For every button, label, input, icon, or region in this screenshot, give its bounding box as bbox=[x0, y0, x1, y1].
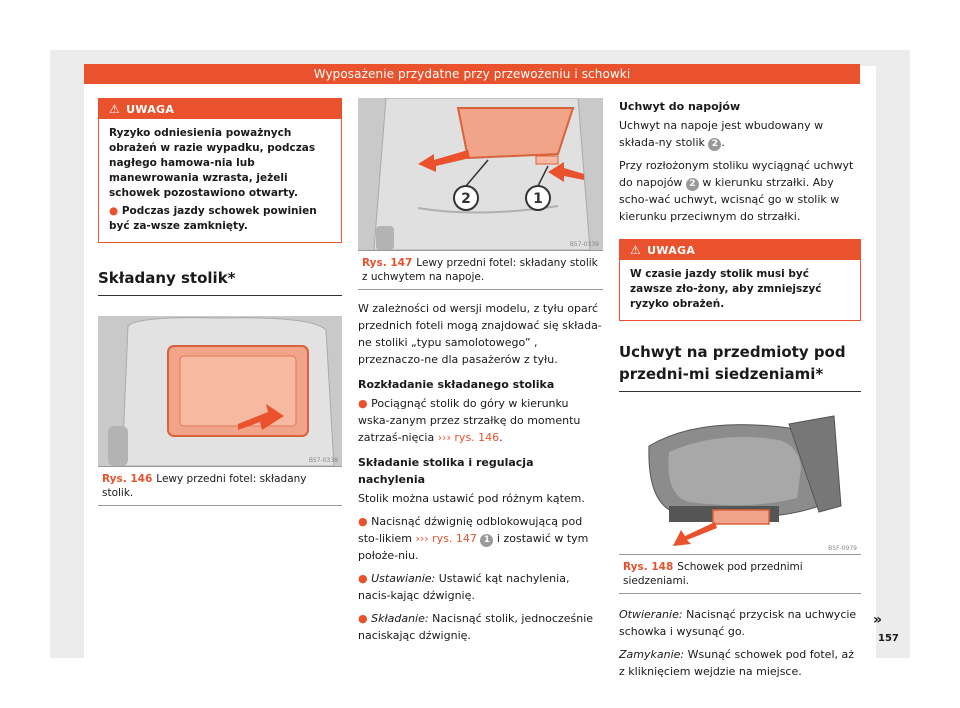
chapter-header: Wyposażenie przydatne przy przewożeniu i schowki bbox=[84, 64, 860, 84]
figure-number: Rys. 146 bbox=[102, 473, 153, 485]
cupholder-title: Uchwyt do napojów bbox=[619, 100, 741, 113]
column-middle bbox=[358, 98, 603, 644]
figure-147-image bbox=[358, 98, 603, 250]
close-label: Zamykanie: bbox=[619, 648, 685, 661]
caption-text: Schowek pod przednimi siedzeniami. bbox=[623, 561, 803, 587]
fold-label: Składanie: bbox=[371, 612, 429, 625]
warning-body bbox=[99, 119, 341, 242]
bullet-icon: ● bbox=[358, 572, 372, 585]
cupholder-text-end: w kierunku strzałki. Aby scho-wać uchwyt, wcisnąć go w stolik w kierunku przeciwnym do strzałki. bbox=[619, 176, 840, 223]
under-seat-drawer-illustration bbox=[619, 406, 861, 554]
cupholder-paragraph-2 bbox=[619, 157, 861, 225]
release-step-end: i zostawić w tym położe-niu. bbox=[358, 532, 589, 562]
subheading-unfold: Rozkładanie składanego stolika bbox=[358, 378, 555, 391]
figure-code: B57-0339 bbox=[569, 241, 599, 248]
bullet-icon: ● bbox=[358, 612, 372, 625]
column-right bbox=[619, 98, 861, 680]
cupholder-text: Przy rozłożonym stoliku wyciągnąć uchwyt do napojów bbox=[619, 159, 854, 189]
subheading-fold-adjust: Składanie stolika i regulacja nachylenia bbox=[358, 456, 534, 486]
caption-text: Lewy przedni fotel: składany stolik z uchwytem na napoje. bbox=[362, 257, 598, 283]
warning-bullet-text: Podczas jazdy schowek powinien być za-wsze zamknięty. bbox=[109, 205, 317, 232]
callout-badge: 1 bbox=[480, 534, 493, 547]
warning-body: W czasie jazdy stolik musi być zawsze zło-żony, aby zmniejszyć ryzyko obrażeń. bbox=[630, 268, 822, 310]
figure-146-link[interactable]: ››› rys. 146 bbox=[437, 431, 500, 444]
seat-back-cupholder-illustration bbox=[358, 98, 603, 250]
open-text: Nacisnąć przycisk na uchwycie schowka i wysunąć go. bbox=[619, 608, 857, 638]
figure-148-image bbox=[619, 406, 861, 554]
callout-2: 2 bbox=[461, 191, 471, 207]
section-title-under-seat: Uchwyt na przedmioty pod przedni-mi siedzeniami* bbox=[619, 341, 861, 392]
close-text: Wsunąć schowek pod fotel, aż z kliknięciem wejdzie na miejsce. bbox=[619, 648, 855, 678]
figure-number: Rys. 148 bbox=[623, 561, 674, 573]
figure-caption bbox=[98, 466, 342, 506]
seat-back-table-illustration bbox=[98, 316, 342, 466]
bullet-icon: ● bbox=[109, 205, 122, 217]
warning-header bbox=[620, 240, 860, 260]
column-left bbox=[98, 98, 342, 506]
figure-caption bbox=[619, 554, 861, 594]
warning-triangle-icon: ⚠ bbox=[630, 243, 642, 257]
fold-text: Nacisnąć stolik, jednocześnie naciskając dźwignię. bbox=[358, 612, 594, 642]
figure-caption bbox=[358, 250, 603, 290]
fold-step bbox=[358, 610, 603, 644]
callout-1: 1 bbox=[533, 191, 543, 207]
figure-146-image bbox=[98, 316, 342, 466]
cupholder-paragraph-1 bbox=[619, 117, 861, 151]
unfold-step bbox=[358, 395, 603, 446]
warning-text: Ryzyko odniesienia poważnych obrażeń w razie wypadku, podczas nagłego hamowa-nia lub manewrowania wzrasta, jeżeli schowek pozostawiono otwarty. bbox=[109, 127, 316, 199]
open-instruction bbox=[619, 606, 861, 640]
warning-label: UWAGA bbox=[647, 244, 696, 257]
page-number: 157 bbox=[878, 633, 899, 644]
warning-box bbox=[98, 98, 342, 243]
cupholder-text: Uchwyt na napoje jest wbudowany w składa-ny stolik bbox=[619, 119, 824, 149]
open-label: Otwieranie: bbox=[619, 608, 683, 621]
warning-header bbox=[99, 99, 341, 119]
caption-text: Lewy przedni fotel: składany stolik. bbox=[102, 473, 307, 499]
bullet-icon: ● bbox=[358, 515, 372, 528]
callout-badge: 2 bbox=[708, 138, 721, 151]
punctuation: . bbox=[499, 431, 503, 444]
figure-code: B5F-0979 bbox=[828, 545, 857, 552]
figure-147-link[interactable]: ››› rys. 147 bbox=[415, 532, 477, 545]
bullet-icon: ● bbox=[358, 397, 372, 410]
adjust-label: Ustawianie: bbox=[371, 572, 436, 585]
figure-number: Rys. 147 bbox=[362, 257, 413, 269]
section-title-folding-table: Składany stolik* bbox=[98, 267, 342, 296]
callout-badge: 2 bbox=[686, 178, 699, 191]
release-step-text: Nacisnąć dźwignię odblokowującą pod sto-likiem bbox=[358, 515, 583, 545]
close-instruction bbox=[619, 646, 861, 680]
warning-bullet bbox=[109, 204, 331, 234]
punctuation: . bbox=[721, 136, 725, 149]
adjust-text: Ustawić kąt nachylenia, nacis-kając dźwignię. bbox=[358, 572, 570, 602]
warning-label: UWAGA bbox=[126, 103, 175, 116]
figure-code: B57-0338 bbox=[308, 457, 338, 464]
release-step bbox=[358, 513, 603, 564]
continue-arrow-icon: » bbox=[873, 612, 883, 628]
warning-box bbox=[619, 239, 861, 321]
adjust-step bbox=[358, 570, 603, 604]
unfold-step-text: Pociągnąć stolik do góry w kierunku wska-zanym przez strzałkę do momentu zatrzaś-nięcia bbox=[358, 397, 581, 444]
warning-triangle-icon: ⚠ bbox=[109, 102, 121, 116]
intro-paragraph: W zależności od wersji modelu, z tyłu oparć przednich foteli mogą znajdować się składa-ne stoliki „typu samolotowego” , przeznaczo-ne dla pasażerów z tyłu. bbox=[358, 302, 602, 366]
angle-paragraph: Stolik można ustawić pod różnym kątem. bbox=[358, 492, 585, 505]
